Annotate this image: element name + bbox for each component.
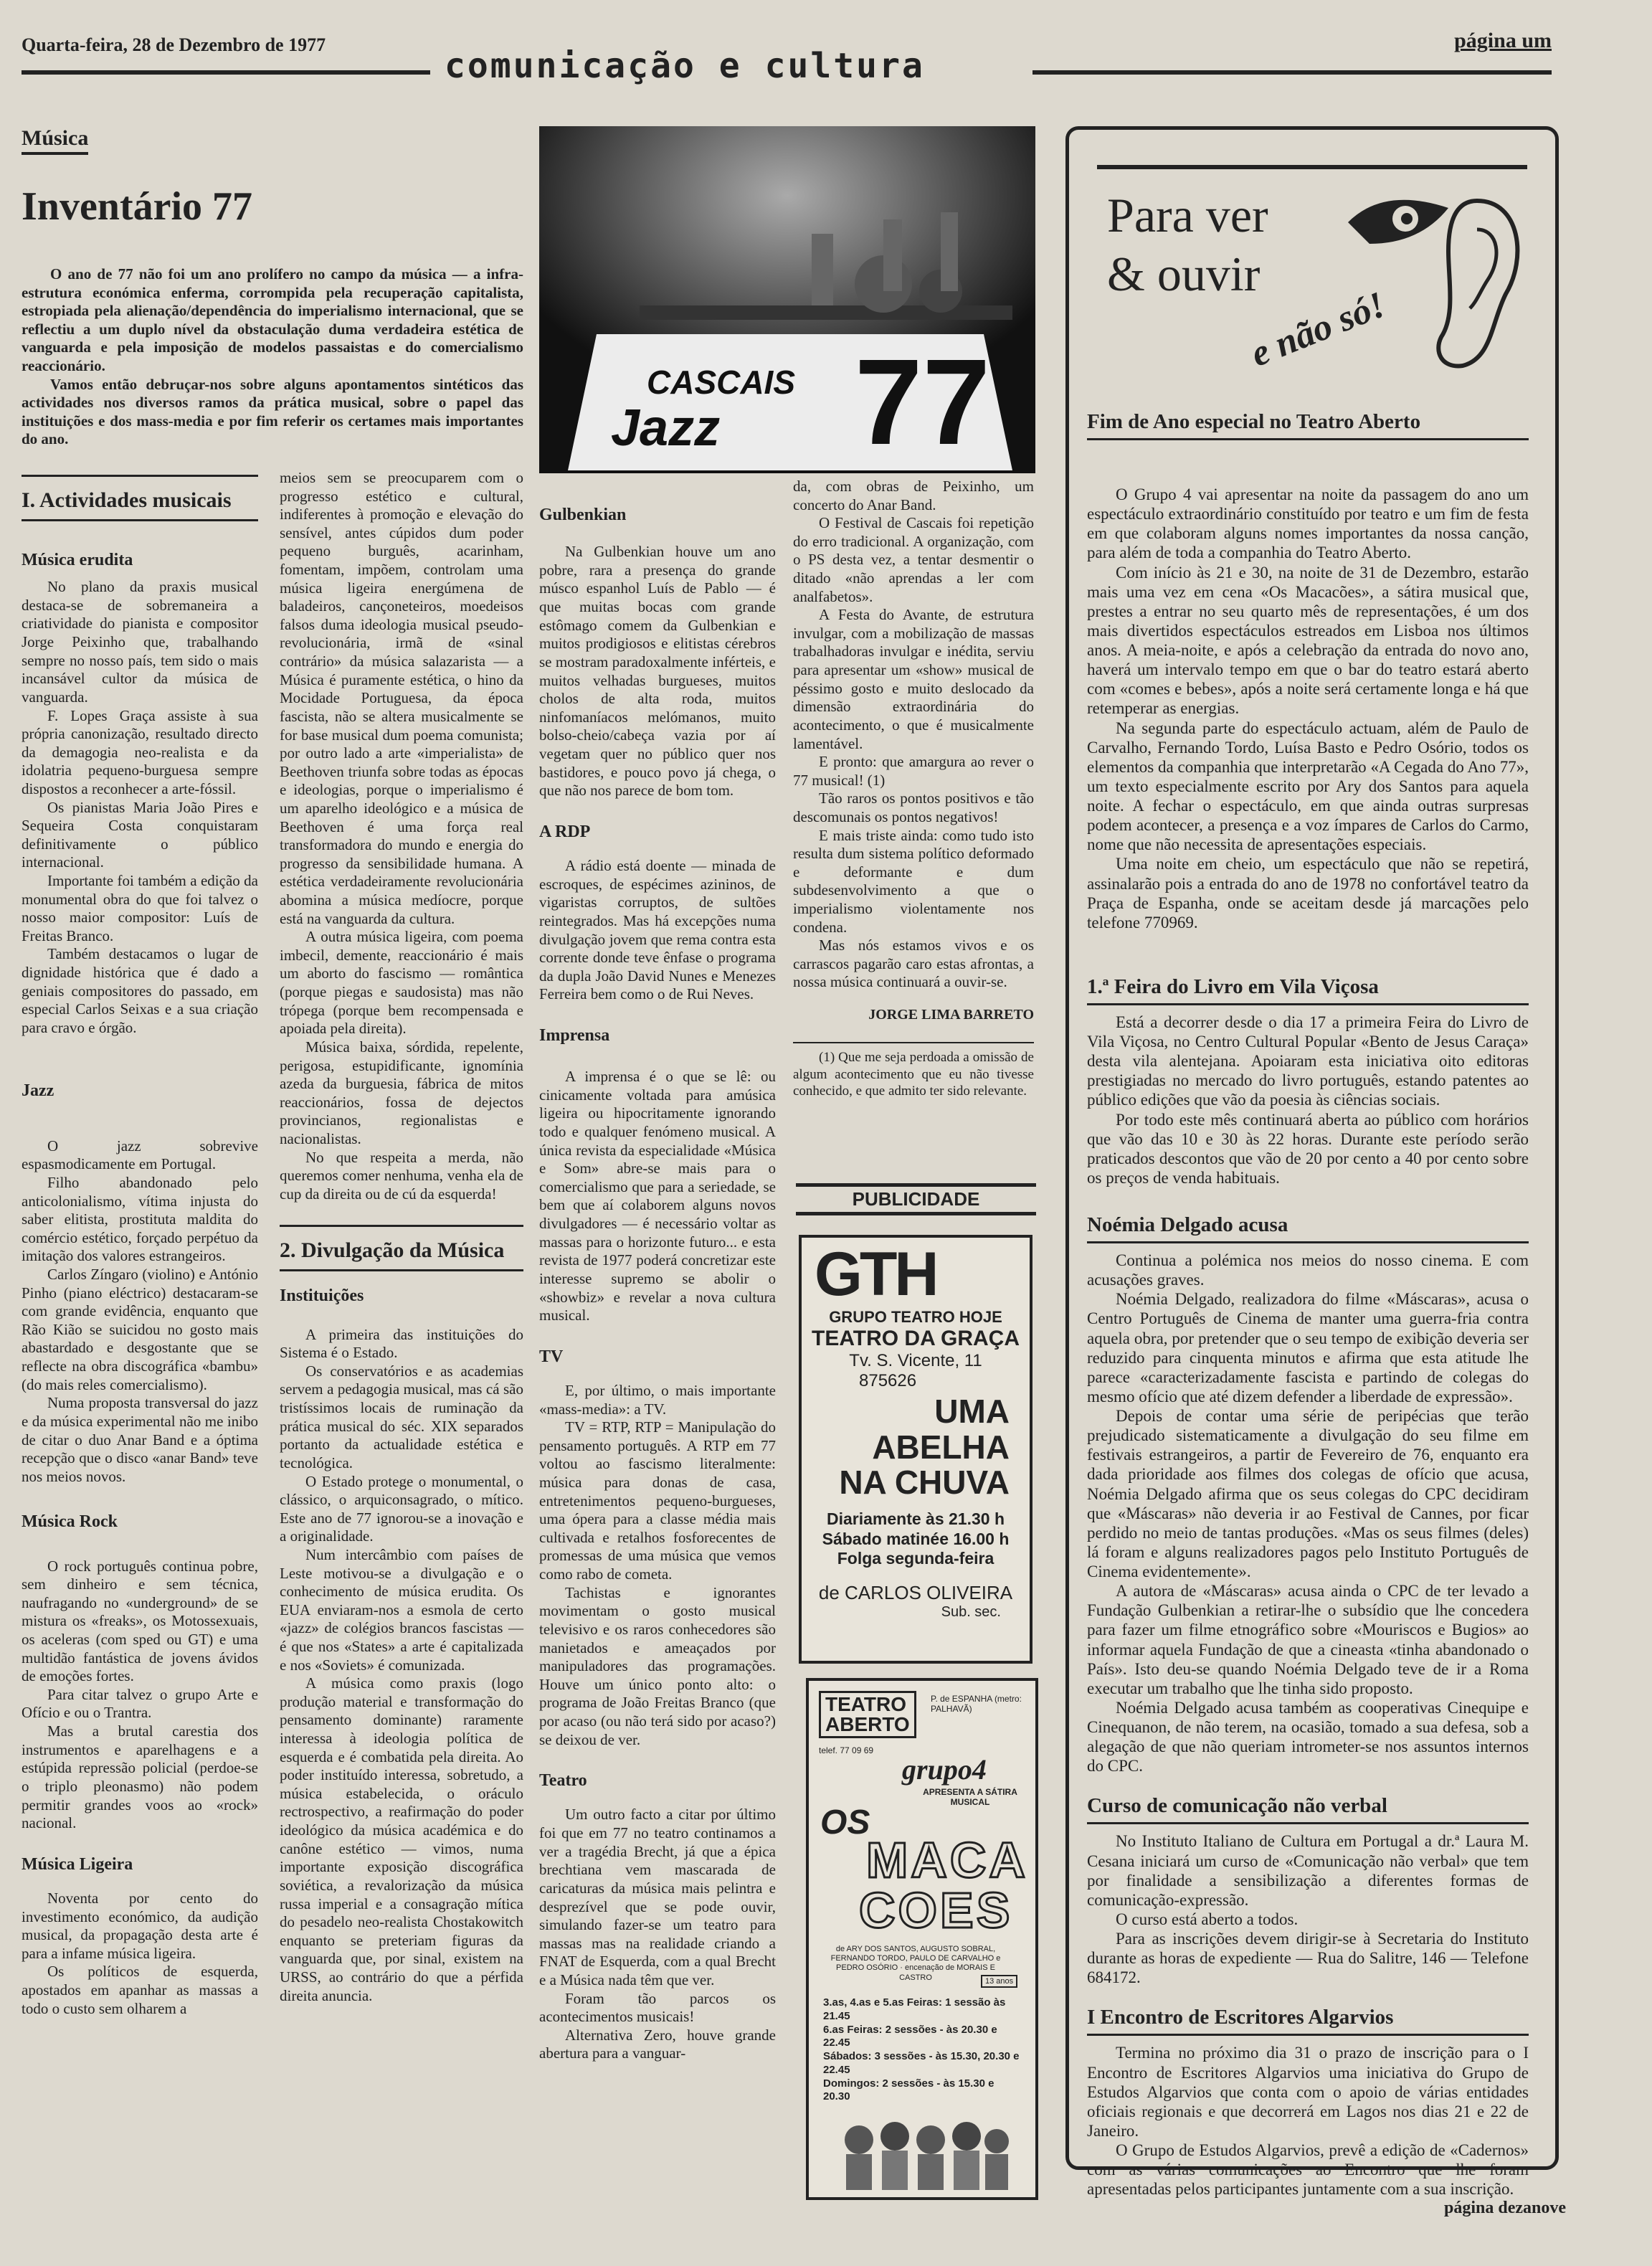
footer-page: página dezanove: [1443, 2199, 1566, 2217]
subheading-imprensa: Imprensa: [539, 1025, 610, 1045]
aberto-title: MACA: [866, 1832, 1028, 1888]
gth-time: Diariamente às 21.30 h: [826, 1509, 1005, 1529]
article-column-2: [280, 469, 523, 2005]
rule: [22, 519, 258, 521]
paragraph: Noventa por cento do investimento económico, da audição musical, da propagação desta arte é para a infame música ligeira.: [22, 1890, 258, 1962]
paragraph: Está a decorrer desde o dia 17 a primeira Feira do Livro de Vila Viçosa, no Centro Cultural Popular «Bento de Jesus Caraça» desta vila alentejana. Apoiaram esta iniciativa oito editoras prestigiadas no mercado do livro português, estando patentes ao público edições que vão da poesia às ciências sociais.: [1087, 1013, 1529, 1109]
rule: [280, 1225, 523, 1227]
paragraph: E, por último, o mais importante «mass-media»: a TV.: [539, 1382, 776, 1418]
paragraph: Os políticos de esquerda, apostados em apanhar as massas a todo o custo sem olharem a: [22, 1963, 258, 2017]
sidebar-content: [1087, 410, 1529, 2217]
gth-theatre: TEATRO DA GRAÇA: [812, 1327, 1020, 1350]
paragraph: O jazz sobrevive espasmodicamente em Portugal.: [22, 1137, 258, 1173]
article-column-4: [793, 478, 1034, 1099]
article-title: Inventário 77: [22, 184, 252, 229]
aberto-schedule: 3.as, 4.as e 5.as Feiras: 1 sessão às 21.45: [823, 1996, 1006, 2022]
gth-play-line: NA CHUVA: [839, 1464, 1010, 1502]
gth-logo: GTH: [815, 1240, 936, 1309]
aberto-title: COES: [859, 1882, 1013, 1938]
ear-icon: [1427, 194, 1527, 373]
sidebar-section-title: Curso de comunicação não verbal: [1087, 1794, 1529, 1824]
paragraph: Por todo este mês continuará aberta ao público com horários que vão das 10 e 30 às 22 horas. Durante este período serão praticados descontos que vão de 20 por cento a 40 por cento sobre os preços de venda habituais.: [1087, 1110, 1529, 1187]
cast-photo: [837, 2111, 1010, 2190]
paragraph: Numa proposta transversal do jazz e da música experimental não me inibo de citar o duo Anar Band e a óptima recepção que o disco «anar Band» teve nos meios novos.: [22, 1394, 258, 1485]
subheading-jazz: Jazz: [22, 1081, 54, 1100]
ad-teatro-aberto: [806, 1678, 1038, 2200]
paragraph: Tão raros os pontos positivos e tão descomunais os pontos negativos!: [793, 790, 1034, 825]
gth-time: Sábado matinée 16.00 h: [822, 1529, 1010, 1548]
sidebar-section: [1087, 1794, 1529, 1987]
paragraph: A outra música ligeira, com poema imbecil, demente, reaccionário é mais um aborto do fascismo — romântica (porque piegas e saudosista) mas não trópega (porque bem recompensada e apoiada pela direita).: [280, 928, 523, 1038]
paragraph: Termina no próximo dia 31 o prazo de inscrição para o I Encontro de Escritores Algarvios uma iniciativa do Grupo de Estudos Algarvios que conta com o apoio de várias entidades oficiais regionais e que decorrerá em Lagos nos dias 21 e 22 de Janeiro.: [1087, 2044, 1529, 2140]
rule: [22, 475, 258, 477]
sidebar-section-title: I Encontro de Escritores Algarvios: [1087, 2006, 1529, 2036]
sidebar-section-title: 1.ª Feira do Livro em Vila Viçosa: [1087, 975, 1529, 1005]
paragraph: E pronto: que amargura ao rever o 77 musical! (1): [793, 753, 1034, 789]
paragraph: No que respeita a merda, não queremos comer nenhuma, venha ela de cup da direita ou de cú da esquerda!: [280, 1148, 523, 1203]
photo-caption-cascais: CASCAIS: [647, 364, 796, 401]
paragraph: Um outro facto a citar por último foi que em 77 no teatro continamos a ver a tragédia Brecht, já que a épica brechtiana vem mascarada de caricaturas da música mais pelintra e desprezível que se pode ouvir, simulando fazer-se um teatro para massas mas na realidade criando a FNAT de Esquerda, com a qual Brecht e a Música nada têm que ver.: [539, 1806, 776, 1988]
paragraph: A rádio está doente — minada de escroques, de espécimes azininos, de vigaristas corruptos, de sultões reintegrados. Mas há excepções numa divulgação jovem que rema contra esta corrente donde teve ênfase o programa da dupla João David Nunes e Menezes Ferreira bem como o de Rui Neves.: [539, 857, 776, 1003]
aberto-logo: TEATRO: [825, 1693, 907, 1715]
paragraph: Alternativa Zero, houve grande abertura para a vanguar-: [539, 2026, 776, 2062]
aberto-address: P. de ESPANHA (metro: PALHAVÃ): [931, 1694, 1022, 1715]
sidebar-banner: [1097, 165, 1527, 380]
sidebar-section: [1087, 975, 1529, 1187]
aberto-tel: telef. 77 09 69: [819, 1745, 874, 1755]
article-lead: [22, 265, 523, 449]
subheading-rdp: A RDP: [539, 822, 591, 841]
banner-ouvir: & ouvir: [1107, 247, 1261, 301]
section-heading: I. Actividades musicais: [22, 488, 232, 512]
paragraph: Depois de contar uma série de peripécias que terão prejudicado sistematicamente a divulgação do seu filme em festivais estrangeiros, a partir de Fevereiro de 76, enquanto era dada prioridade aos filmes dos colegas de ofício que acusa, Noémia Delgado afirma que os seus colegas do CPC decidiram que «Máscaras» não deveria ir ao Festival de Cannes, por ficar perdido no meio de tantas produções. «Mas os seus filmes (deles) lá foram e alguns realizadores pagos pelo Instituto Português de Cinema evidentemente».: [1087, 1407, 1529, 1580]
paragraph: meios sem se preocuparem com o progresso estético e cultural, indiferentes à promoção e elevação do sensível, antes cúpidos dum poder pequeno burguês, acarinham, fomentam, impõem, controlam uma música ligeira energúmena de baladeiros, cançoneteiros, moedeisos falsos duma ideologia musical pseudo-revolucionária, irmã de «sinal contrário» da música salazarista — a Música é puramente estética, o hino da Mocidade Portuguesa, da época fascista, não se altera musicalmente se for base musical dum poema comunista; por outro lado a arte «imperialista» de Beethoven triunfa sobre todas as épocas e ideologias, porque o imperialismo é um aparelho ideológico e a música de Beethoven é uma força real transformadora do mundo e energia do progresso da sensibilidade humana. A estética verdadeiramente revolucionária abomina a música medíocre, porque está na vanguarda da cultura.: [280, 469, 523, 927]
author-signature: JORGE LIMA BARRETO: [868, 1007, 1034, 1023]
sidebar-section: [1087, 410, 1529, 932]
paragraph: Noémia Delgado acusa também as cooperativas Cinequipe e Cinequanon, de não terem, na ocasião, tomado a sua defesa, sob a alegação de que não queriam intrometer-se nos assuntos internos do CPC.: [1087, 1698, 1529, 1776]
subheading-teatro: Teatro: [539, 1771, 587, 1791]
paragraph: da, com obras de Peixinho, um concerto do Anar Band.: [793, 478, 1034, 513]
gth-sub: Sub. sec.: [941, 1603, 1001, 1620]
rule: [1097, 165, 1527, 169]
paragraph: O Grupo de Estudos Algarvios, prevê a edição de «Cadernos» com as várias comunicações ao Encontro que lhe foram apresentadas pelos participantes juntamente com a sua inscrição.: [1087, 2141, 1529, 2199]
sidebar-section: [1087, 1213, 1529, 1776]
aberto-schedule: Sábados: 3 sessões - às 15.30, 20.30 e 22.45: [823, 2050, 1020, 2076]
paragraph: O Festival de Cascais foi repetição do erro tradicional. A organização, com o PS desta vez, a tentar desmentir o ditado «não aprendas a ler com analfabetos».: [793, 514, 1034, 605]
aberto-presents: APRESENTA A SÁTIRA MUSICAL: [923, 1787, 1017, 1807]
paragraph: O Estado protege o monumental, o clássico, o arquiconsagrado, o mítico. Este ano de 77 ignorou-se a inovação e a originalidade.: [280, 1472, 523, 1545]
paragraph: A música como praxis (logo produção material e transformação do pensamento dominante) raramente interessa à ideologia política de esquerda e é combatida pela direita. Ao poder instituído interessa, sobretudo, a música estabelecida, o oráculo rectrospectivo, a reafirmação do poder ideológico da música académica e do canône estético — vimos, numa importante exposição discográfica soviética, a revalorização da música russa imperial e a consagração mítica do pesadelo neo-realista Chostakowitch enquanto se preteriam figuras da vanguarda que, por sinal, existem na URSS, ao contrário do que a pérfida direita anuncia.: [280, 1674, 523, 2004]
rule: [793, 1042, 1034, 1043]
paragraph: Noémia Delgado, realizadora do filme «Máscaras», acusa o Centro Português de Cinema de manter uma guerra-fria contra aquela obra, por pretender que o seu tempo de exibição deveria ser reduzido para cinquenta minutos e afirma que esta atitude lhe parece «caracterizadamente fascista e partindo de colegas do mesmo ofício que até dizem defender a liberdade de expressão».: [1087, 1290, 1529, 1405]
gth-play-line: UMA: [934, 1393, 1010, 1430]
subheading-ligeira: Música Ligeira: [22, 1854, 133, 1874]
sidebar-section-title: Fim de Ano especial no Teatro Aberto: [1087, 410, 1529, 440]
header-section: comunicação e cultura: [445, 46, 925, 86]
paragraph: Mas a brutal carestia dos instrumentos e aparelhagens e a estúpida repressão policial (perdoe-se o triplo pleonasmo) não podem permitir grandes voos ao «rock» nacional.: [22, 1722, 258, 1832]
header-date: Quarta-feira, 28 de Dezembro de 1977: [22, 34, 326, 55]
paragraph: O rock português continua pobre, sem dinheiro e sem técnica, naufragando no «underground» de se mistura os «freaks», os Motossexuais, os aceleras (com sped ou GT) e uma multidão fantástica de jovens ávidos de emoções fortes.: [22, 1557, 258, 1685]
aberto-group: grupo4: [902, 1753, 987, 1786]
aberto-schedule: Domingos: 2 sessões - às 15.30 e 20.30: [823, 2077, 994, 2103]
gth-author: de CARLOS OLIVEIRA: [818, 1581, 1013, 1603]
paragraph: A imprensa é o que se lê: ou cinicamente voltada para amúsica ligeira ou hipocritamente ignorando todo e qualquer fenómeno musical. A única revista da especialidade «Música e Som» abre-se mais para o comercialismo que para a seriedade, se bem que aí colaborem alguns novos divulgadores — é necessário voltar as massas para o horizonte futuro... e esta revista de 1977 poderá concretizar este interesse supremo se abolir o «showbiz» e revelar a nova cultura musical.: [539, 1068, 776, 1324]
paragraph: Também destacamos o lugar de dignidade histórica que é dado a geniais compositores do passado, em especial Carlos Seixas e a sua criação para cravo e órgão.: [22, 945, 258, 1036]
header-page: página um: [1454, 29, 1552, 52]
gth-time: Folga segunda-feira: [837, 1549, 994, 1568]
aberto-age: 13 anos: [981, 1975, 1017, 1988]
paragraph: A Festa do Avante, de estrutura invulgar, com a mobilização de massas trabalhadoras invulgar e inédita, serviu para apresentar um «show» musical de péssimo gosto e muito deslocado da dimensão extraordinária do acontecimento, o que é musicalmente lamentável.: [793, 606, 1034, 752]
section-heading: 2. Divulgação da Música: [280, 1238, 505, 1263]
banner-para-ver: Para ver: [1107, 188, 1268, 242]
paragraph: Continua a polémica nos meios do nosso cinema. E com acusações graves.: [1087, 1251, 1529, 1289]
sidebar-section: [1087, 2006, 1529, 2199]
rule: [280, 1269, 523, 1271]
paragraph: E mais triste ainda: como tudo isto resulta dum sistema político deformado e deformante e dum subdesenvolvimento a que o imperialismo violentamente nos condena.: [793, 826, 1034, 936]
paragraph: Para as inscrições devem dirigir-se à Secretaria do Instituto durante as horas de expediente — Rua do Salitre, 146 — Telefone 684172.: [1087, 1930, 1529, 1987]
paragraph: A primeira das instituições do Sistema é o Estado.: [280, 1325, 523, 1362]
concert-photo: [539, 126, 1035, 473]
lead-paragraph: O ano de 77 não foi um ano prolífero no campo da música — a infra-estrutura económica enferma, corrompida pela recuperação capitalista, estropiada pela alienação/dependência do imperialismo internacional, que se reflectiu a um duplo nível da obstaculação duma verdadeira estética de vanguarda e pela imposição de modelos passaistas e do comercialismo reaccionário.: [22, 265, 523, 375]
gth-phone: 875626: [859, 1371, 917, 1390]
paragraph: Com início às 21 e 30, na noite de 31 de Dezembro, estarão mais uma vez em cena «Os Macacões», a sátira musical que, prestes a entrar no seu quarto mês de representações, é um dos mais divertidos espectáculos estreados em Lisboa nos últimos anos. A meia-noite, e após a celebração da entrada do novo ano, haverá um intervalo tempo em que o bar do teatro estará aberto com «comes e bebes», após a noite será certamente longa e há que retemperar as energias.: [1087, 563, 1529, 718]
header-rule-right: [1032, 70, 1552, 75]
subheading-erudita: Música erudita: [22, 551, 133, 569]
paragraph: Foram tão parcos os acontecimentos musicais!: [539, 1989, 776, 2026]
paragraph: Os conservatórios e as academias servem a pedagogia musical, mas cá são tristíssimos locais de ruminação da prática musical do séc. XIX separados portanto da actualidade estética e tecnológica.: [280, 1362, 523, 1471]
footnote: (1) Que me seja perdoada a omissão de algum acontecimento que eu não tivesse conhecido, e que admito ter sido relevante.: [793, 1050, 1034, 1099]
gth-address: Tv. S. Vicente, 11: [849, 1351, 982, 1370]
paragraph: Filho abandonado pelo anticolonialismo, vítima injusta do saber elitista, prostituta maldita do comércio estético, forçado perpétuo da imitação dos valores estrangeiros.: [22, 1173, 258, 1265]
aberto-title: OS: [820, 1803, 870, 1841]
publicidade-label: PUBLICIDADE: [796, 1183, 1036, 1215]
paragraph: Para citar talvez o grupo Arte e Ofício e ou o Trantra.: [22, 1685, 258, 1722]
paragraph: Uma noite em cheio, um espectáculo que não se repetirá, assinalarão pois a entrada do ano de 1978 no confortável teatro da Praça de Espanha, onde se aceitam desde já marcações pelo telefone 770969.: [1087, 855, 1529, 931]
subheading-rock: Música Rock: [22, 1512, 118, 1532]
gth-name: GRUPO TEATRO HOJE: [829, 1308, 1002, 1326]
paragraph: No Instituto Italiano de Cultura em Portugal a dr.ª Laura M. Cesana iniciará um curso de «Comunicação não verbal» que tem por finalidade a sensibilização a diferentes formas de comunicação-expressão.: [1087, 1832, 1529, 1909]
paragraph: Carlos Zíngaro (violino) e António Pinho (piano eléctrico) destacaram-se com grande evidência, enquanto que Rão Kião se suicidou no gosto mais abastardado e desgostante que se reflecte na obra discográfica «bambu» (do mais reles comercialismo).: [22, 1266, 258, 1393]
subheading-tv: TV: [539, 1347, 564, 1366]
paragraph: Tachistas e ignorantes movimentam o gosto musical televisivo e os raros conhecedores são manietados e ameaçados por manipuladores das programações. Houve um único ponto alto: o programa de João Freitas Branco (que por acaso (ou não terá sido por acaso?) se deixou de ver.: [539, 1583, 776, 1748]
aberto-schedule: 6.as Feiras: 2 sessões - às 20.30 e 22.45: [823, 2023, 997, 2049]
header-rule-left: [22, 70, 430, 75]
aberto-credits: de ARY DOS SANTOS, AUGUSTO SOBRAL, FERNANDO TORDO, PAULO DE CARVALHO e PEDRO OSÓRIO · encenação de MORAIS E CASTRO: [830, 1945, 1001, 1982]
paragraph: F. Lopes Graça assiste à sua própria canonização, resultado directo da demagogia neo-realista e da idolatria pequeno-burguesa sempre dispostos a reconhecer a arte-fóssil.: [22, 706, 258, 797]
sidebar-section-title: Noémia Delgado acusa: [1087, 1213, 1529, 1243]
photo-caption-jazz: Jazz: [611, 399, 721, 457]
paragraph: Mas nós estamos vivos e os carrascos pagarão caro estas afrontas, a nossa música continuará a ouvir-se.: [793, 937, 1034, 991]
subheading-instituicoes: Instituições: [280, 1286, 364, 1306]
paragraph: TV = RTP, RTP = Manipulação do pensamento português. A RTP em 77 voltou ao fascismo literalmente: música para donas de casa, entretenimentos pequeno-burgueses, uma ópera para a classe média mais cultivada e retalhos fosforecentes de promessas de uma música que vemos como rabo de cometa.: [539, 1418, 776, 1583]
aberto-logo: ABERTO: [825, 1713, 910, 1735]
paragraph: A autora de «Máscaras» acusa ainda o CPC de ter levado a Fundação Gulbenkian a retirar-lhe o subsídio que lhe concedera para fazer um filme etnográfico sobre «Mouriscos e Bugios» ao informar aquela Fundação de que a cineasta «tinha abandonado o País». Isto deu-se quando Noémia Delgado teve de ir a Roma executar um trabalho que lhe tinha sido proposto.: [1087, 1582, 1529, 1697]
photo-caption-77: 77: [855, 334, 991, 470]
paragraph: O curso está aberto a todos.: [1116, 1910, 1299, 1928]
paragraph: Os pianistas Maria João Pires e Sequeira Costa conquistaram definitivamente o público internacional.: [22, 798, 258, 871]
article-column-3: [539, 495, 776, 2063]
paragraph: No plano da praxis musical destaca-se de sobremaneira a criatividade do pianista e compositor Jorge Peixinho que, trabalhando sempre no nosso país, tem sido o mais incansável cultor da música de vanguarda.: [22, 578, 258, 706]
paragraph: Música baixa, sórdida, repelente, perigosa, estupidificante, ignomínia azeda da burguesia, fábrica de mitos reaccionários, fossa de dejectos provincianos, regionalistas e nacionalistas.: [280, 1038, 523, 1147]
subheading-gulbenkian: Gulbenkian: [539, 506, 627, 524]
paragraph: O Grupo 4 vai apresentar na noite da passagem do ano um espectáculo extraordinário constituído por teatro e um fim de festa em que colaboram alguns nomes importantes da nossa canção, para além de toda a companhia do Teatro Aberto.: [1087, 485, 1529, 562]
ad-teatro-da-graca: [799, 1235, 1032, 1664]
paragraph: Num intercâmbio com países de Leste motivou-se a divulgação e o conhecimento de música erudita. Os EUA enviaram-nos a esmola de certo «jazz» de colégios brancos fascistas — é que nos «States» a arte é capitalizada e nos «Soviets» é comunizada.: [280, 1545, 523, 1674]
lead-paragraph: Vamos então debruçar-nos sobre alguns apontamentos sintéticos das actividades nos diversos ramos da prática musical, sobre o papel das instituições e dos mass-media e por fim referir os certames mais importantes do ano.: [22, 375, 523, 448]
article-kicker: Música: [22, 126, 88, 155]
paragraph: Na segunda parte do espectáculo actuam, além de Paulo de Carvalho, Fernando Tordo, Luísa Basto e Pedro Osório, todos os elementos da companhia que interpretarão «A Cegada do Ano 77», um texto especialmente escrito por Ary dos Santos para aquela noite. A fechar o espectáculo, em que ainda outras surpresas podem acontecer, a presença e a voz ímpares de Carlos do Carmo, nome que não necessita de apresentações especiais.: [1087, 719, 1529, 854]
paragraph: Importante foi também a edição da monumental obra do que foi talvez o nosso maior compositor: Luís de Freitas Branco.: [22, 872, 258, 944]
gth-play-line: ABELHA: [872, 1428, 1010, 1466]
paragraph: Na Gulbenkian houve um ano pobre, rara a presença do grande músco espanhol Luís de Pablo — é que muitas bocas com grande estômago comem da Gulbenkian e muitos prodigiosos e elitistas cérebros se mostram paradoxalmente inférteis, e muitos velhadas burgueses, muitos cholos de alta roda, muitos ninfomaníacos melómanos, muito bolso-cheio/cabeça vazia por aí vegetam quer no público quer nos bastidores, e pouco povo já chega, o que não nos parece de bom tom.: [539, 543, 776, 800]
article-column-1: [22, 475, 258, 2018]
banner-nao-so: e não só!: [1245, 284, 1392, 375]
